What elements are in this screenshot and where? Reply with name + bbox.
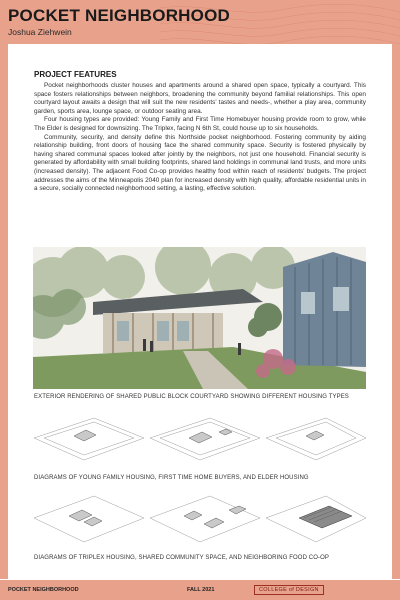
college-logo: COLLEGE of DESIGN [254, 585, 324, 595]
project-description [34, 82, 366, 194]
paragraph: Pocket neighborhoods cluster houses and apartments around a shared open space, typically a courtyard. This space fosters relationships between neighbors, broadening the community beyond familial relationships. This open courtyard layout awaits a design that will suit the new residents' tastes and needs-, whether a play area, community garden, sports area, lounge space, or outdoor seating area. [34, 82, 366, 115]
diagrams-caption-2: DIAGRAMS OF TRIPLEX HOUSING, SHARED COMMUNITY SPACE, AND NEIGHBORING FOOD CO-OP [34, 555, 329, 561]
paragraph: Community, security, and density define this Northside pocket neighborhood. Fostering community by aiding relationship building, front doors of housing face the shared community space. Security is fostered physically by having shared communal spaces looked after jointly by the neighbors, not just one household. Financial security is generated by affordability with small building footprints, shared land holdings in communal land trusts, and more units (increased density). The adjacent Food Co-op provides healthy food within reach of residents' budgets. The project addresses the aims of the Minneapolis 2040 plan for increased density with high quality, affordable residential units in a secure, socially connected neighborhood setting, a lasting, effective solution. [34, 133, 366, 193]
right-border [392, 44, 400, 579]
left-border [0, 44, 8, 579]
header-band [0, 0, 400, 44]
page-title: POCKET NEIGHBORHOOD [8, 6, 230, 25]
author-name: Joshua Ziehwein [8, 27, 72, 37]
paragraph: Four housing types are provided: Young Family and First Time Homebuyer housing provide room to grow, while The Elder is designed for downsizing. The Triplex, facing N 6th St, could house up to six households. [34, 116, 366, 132]
footer-semester: FALL 2021 [187, 587, 215, 593]
footer-band [0, 580, 400, 600]
housing-diagrams-row-1 [34, 408, 366, 468]
section-heading: PROJECT FEATURES [34, 70, 117, 79]
housing-diagrams-row-2 [34, 488, 366, 548]
footer-project-name: POCKET NEIGHBORHOOD [8, 587, 79, 593]
diagrams-caption-1: DIAGRAMS OF YOUNG FAMILY HOUSING, FIRST TIME HOME BUYERS, AND ELDER HOUSING [34, 475, 309, 481]
rendering-caption: EXTERIOR RENDERING OF SHARED PUBLIC BLOCK COURTYARD SHOWING DIFFERENT HOUSING TYPES [34, 394, 349, 400]
courtyard-rendering [33, 247, 366, 389]
